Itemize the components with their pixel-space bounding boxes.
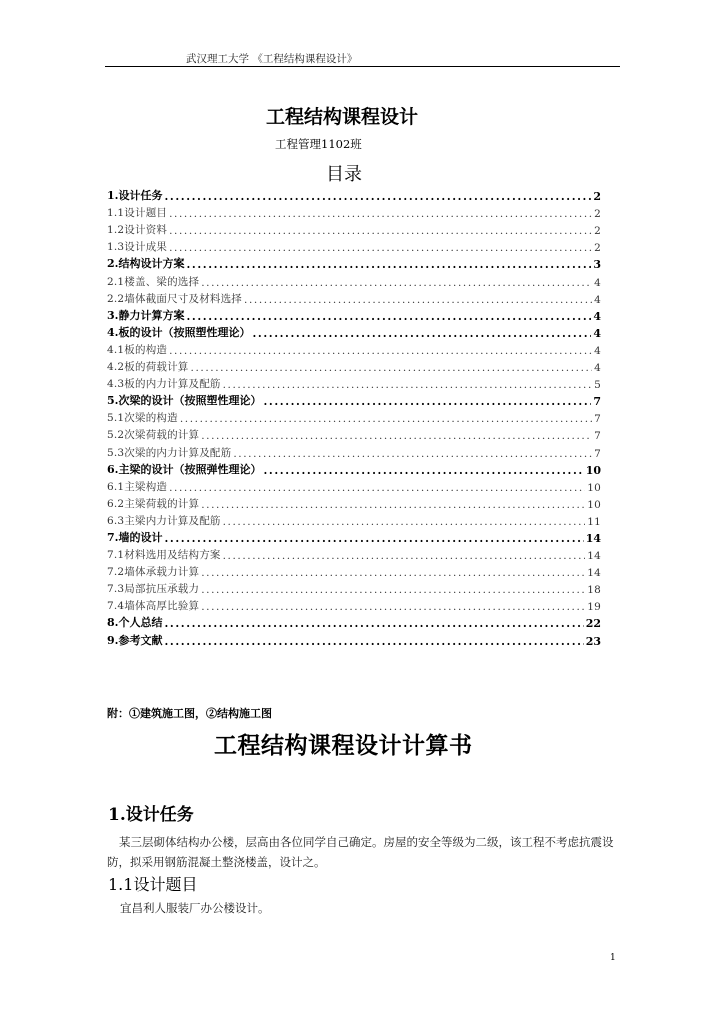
toc-entry-label: 2.2墙体截面尺寸及材料选择 (107, 292, 242, 305)
toc-entry[interactable] (107, 596, 601, 613)
toc-entry-page: 2 (593, 190, 601, 204)
toc-entry-label: 4.2板的荷载计算 (107, 361, 189, 374)
toc-leader-dots (169, 225, 592, 237)
toc-entry[interactable] (107, 442, 601, 459)
toc-entry-label: 4.板的设计（按照塑性理论） (107, 325, 251, 339)
toc-entry-page: 11 (587, 515, 601, 528)
toc-leader-dots (186, 258, 591, 271)
toc-title: 目录 (326, 164, 362, 185)
toc-leader-dots (263, 464, 583, 477)
toc-entry-label: 3.静力计算方案 (107, 308, 185, 322)
toc-entry[interactable] (107, 528, 601, 545)
toc-entry-page: 18 (587, 584, 601, 597)
toc-entry[interactable] (107, 545, 601, 562)
toc-entry[interactable] (107, 323, 601, 340)
toc-leader-dots (244, 294, 592, 306)
toc-leader-dots (201, 601, 585, 613)
toc-entry-label: 1.2设计资料 (107, 224, 168, 237)
section-heading: 1.设计任务 (108, 805, 194, 825)
toc-entry-page: 22 (585, 617, 601, 631)
toc-leader-dots (186, 310, 591, 323)
toc-entry[interactable] (107, 254, 601, 271)
toc-leader-dots (169, 482, 585, 494)
toc-leader-dots (201, 430, 592, 442)
toc-entry[interactable] (107, 613, 601, 630)
document-subtitle: 工程管理1102班 (275, 137, 362, 151)
toc-entry[interactable] (107, 494, 601, 511)
toc-entry[interactable] (107, 340, 601, 357)
table-of-contents (107, 186, 601, 648)
toc-entry-page: 10 (587, 481, 601, 494)
toc-leader-dots (191, 362, 593, 374)
toc-leader-dots (223, 550, 586, 562)
toc-entry-label: 8.个人总结 (107, 616, 163, 630)
toc-entry-page: 2 (594, 242, 601, 255)
toc-entry-label: 6.3主梁内力计算及配筋 (107, 514, 221, 527)
toc-entry-page: 4 (594, 276, 601, 289)
toc-entry-page: 3 (593, 258, 601, 272)
toc-entry-label: 4.3板的内力计算及配筋 (107, 378, 221, 391)
toc-entry[interactable] (107, 186, 601, 203)
toc-leader-dots (201, 277, 592, 289)
toc-entry-label: 9.参考文献 (107, 633, 163, 647)
toc-entry-label: 7.3局部抗压承载力 (107, 583, 200, 596)
toc-entry-label: 5.1次梁的构造 (107, 412, 178, 425)
toc-entry-label: 7.2墙体承载力计算 (107, 566, 200, 579)
toc-leader-dots (201, 567, 585, 579)
toc-entry[interactable] (107, 289, 601, 306)
toc-entry-page: 4 (594, 362, 601, 375)
toc-entry[interactable] (107, 374, 601, 391)
toc-entry-page: 10 (587, 498, 601, 511)
toc-entry-label: 6.2主梁荷载的计算 (107, 497, 200, 510)
toc-entry-page: 14 (587, 550, 601, 563)
toc-entry[interactable] (107, 460, 601, 477)
toc-entry-page: 23 (585, 634, 601, 648)
toc-entry[interactable] (107, 511, 601, 528)
subsection-heading: 1.1设计题目 (108, 875, 198, 894)
toc-entry-page: 4 (594, 344, 601, 357)
toc-entry[interactable] (107, 391, 601, 408)
toc-entry-page: 7 (594, 430, 601, 443)
toc-entry-page: 4 (594, 293, 601, 306)
toc-entry-label: 1.1设计题目 (107, 207, 168, 220)
toc-leader-dots (223, 379, 593, 391)
toc-entry[interactable] (107, 357, 601, 374)
toc-entry[interactable] (107, 579, 601, 596)
toc-entry-page: 10 (585, 463, 601, 477)
calc-book-title: 工程结构课程设计计算书 (214, 732, 473, 759)
toc-leader-dots (180, 413, 592, 425)
toc-entry[interactable] (107, 477, 601, 494)
toc-leader-dots (201, 499, 585, 511)
toc-leader-dots (233, 448, 592, 460)
toc-entry-page: 7 (593, 395, 601, 409)
toc-entry[interactable] (107, 630, 601, 647)
toc-leader-dots (164, 190, 591, 203)
toc-entry[interactable] (107, 425, 601, 442)
toc-entry-label: 5.3次梁的内力计算及配筋 (107, 446, 232, 459)
toc-leader-dots (164, 617, 583, 630)
toc-leader-dots (164, 532, 583, 545)
toc-leader-dots (252, 327, 591, 340)
toc-leader-dots (169, 242, 592, 254)
section-paragraph: 某三层砌体结构办公楼，层高由各位同学自己确定。房屋的安全等级为二级，该工程不考虑抗震设防，拟采用钢筋混凝土整浇楼盖，设计之。 (107, 835, 614, 869)
toc-entry-label: 6.主梁的设计（按照弹性理论） (107, 462, 262, 476)
toc-entry-label: 5.2次梁荷载的计算 (107, 429, 200, 442)
toc-entry-label: 7.墙的设计 (107, 530, 163, 544)
toc-entry-page: 7 (594, 413, 601, 426)
toc-entry-label: 1.3设计成果 (107, 241, 168, 254)
toc-entry[interactable] (107, 203, 601, 220)
toc-leader-dots (169, 208, 592, 220)
toc-entry-page: 14 (587, 567, 601, 580)
toc-entry[interactable] (107, 306, 601, 323)
annex-note: 附：①建筑施工图，②结构施工图 (107, 707, 272, 720)
toc-entry-page: 2 (594, 208, 601, 221)
subsection-paragraph: 宜昌利人服装厂办公楼设计。 (120, 901, 270, 915)
toc-entry-page: 14 (585, 531, 601, 545)
toc-entry[interactable] (107, 562, 601, 579)
toc-entry-label: 7.1材料选用及结构方案 (107, 549, 221, 562)
toc-entry-label: 5.次梁的设计（按照塑性理论） (107, 394, 262, 408)
document-title: 工程结构课程设计 (265, 106, 418, 128)
toc-leader-dots (169, 345, 592, 357)
toc-leader-dots (223, 516, 586, 528)
toc-entry-label: 4.1板的构造 (107, 343, 168, 356)
toc-entry-label: 1.设计任务 (107, 189, 163, 203)
toc-entry-page: 19 (587, 601, 601, 614)
toc-entry-page: 4 (593, 326, 601, 340)
toc-entry-label: 6.1主梁构造 (107, 480, 168, 493)
toc-entry-label: 2.结构设计方案 (107, 257, 185, 271)
toc-entry-page: 2 (594, 225, 601, 238)
toc-entry-page: 4 (593, 309, 601, 323)
toc-entry-page: 7 (594, 447, 601, 460)
toc-entry-page: 5 (594, 379, 601, 392)
toc-entry[interactable] (107, 237, 601, 254)
toc-entry-label: 2.1楼盖、梁的选择 (107, 275, 200, 288)
header-rule (105, 66, 620, 67)
toc-entry[interactable] (107, 271, 601, 288)
toc-entry[interactable] (107, 220, 601, 237)
toc-leader-dots (201, 584, 585, 596)
toc-entry[interactable] (107, 408, 601, 425)
page-number: 1 (610, 953, 616, 963)
running-header: 武汉理工大学 《工程结构课程设计》 (186, 53, 358, 65)
toc-leader-dots (263, 395, 591, 408)
toc-entry-label: 7.4墙体高厚比验算 (107, 600, 200, 613)
toc-leader-dots (164, 635, 583, 648)
